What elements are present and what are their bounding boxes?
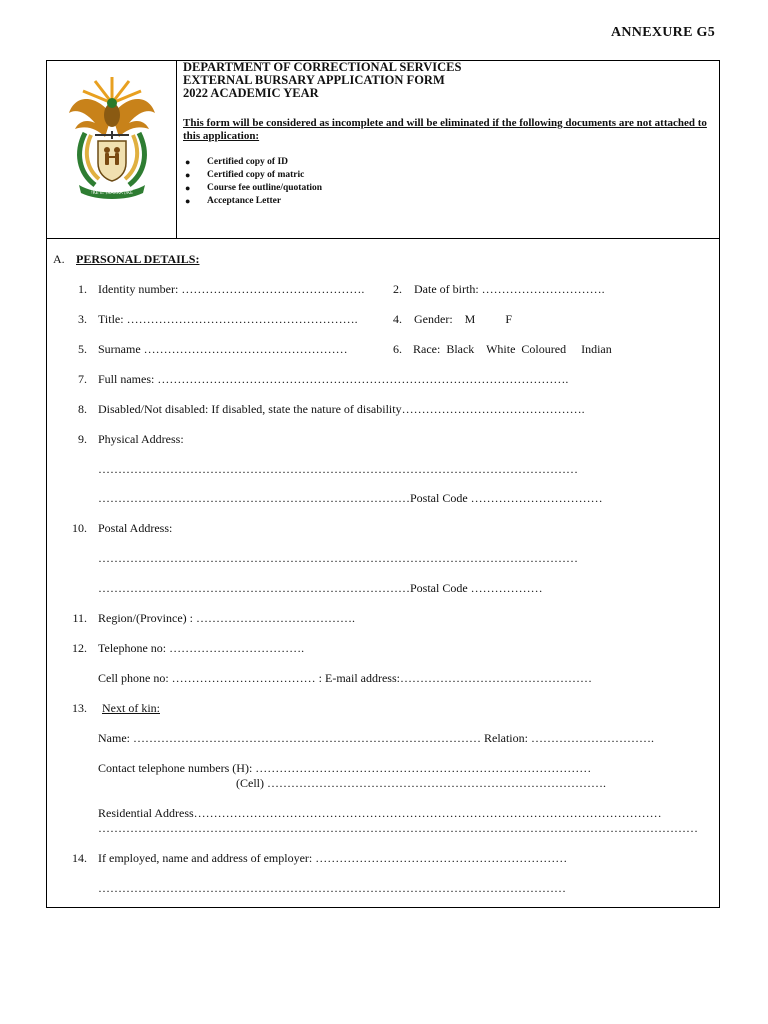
employer-field[interactable]: If employed, name and address of employer: ……………………………………………………… xyxy=(98,851,568,865)
kin-residential-address-line[interactable]: …………………………………………………………………………………………………………………………………… xyxy=(98,821,698,835)
postal-address-label: Postal Address: xyxy=(98,521,173,535)
field-number: 7. xyxy=(78,372,87,386)
physical-address-label: Physical Address: xyxy=(98,432,184,446)
list-item xyxy=(183,156,717,169)
gender-field[interactable]: Gender: M F xyxy=(414,312,512,326)
coat-of-arms-icon xyxy=(65,73,160,201)
cell-email-field[interactable]: Cell phone no: ……………………………… : E-mail address:………………………………………… xyxy=(98,671,592,685)
logo-cell xyxy=(47,61,177,238)
field-number: 8. xyxy=(78,402,87,416)
incomplete-warning: This form will be considered as incomplete and will be eliminated if the following documents are not attached to this application: xyxy=(183,117,707,142)
field-number: 5. xyxy=(78,342,87,356)
physical-address-line[interactable]: ………………………………………………………………………………………………………… xyxy=(98,462,578,476)
full-names-field[interactable]: Full names: …………………………………………………………………………………………. xyxy=(98,372,569,386)
field-number: 2. xyxy=(393,282,402,296)
header-text-block xyxy=(183,61,717,208)
required-documents-list xyxy=(183,156,717,208)
bullet-icon: ● xyxy=(185,196,191,206)
academic-year: 2022 ACADEMIC YEAR xyxy=(183,86,319,100)
race-field[interactable]: Race: Black White Coloured Indian xyxy=(413,342,612,356)
document-label: Course fee outline/quotation xyxy=(207,183,323,193)
kin-contact-cell-field[interactable]: (Cell) …………………………………………………………………………. xyxy=(236,776,606,790)
field-number: 9. xyxy=(78,432,87,446)
svg-text:!KE E: /XARRA //KE: !KE E: /XARRA //KE xyxy=(91,191,133,196)
kin-contact-home-field[interactable]: Contact telephone numbers (H): ………………………………………………………………………… xyxy=(98,761,592,775)
field-number: 1. xyxy=(78,282,87,296)
postal-address-postal-line[interactable]: ……………………………………………………………………Postal Code ……………… xyxy=(98,581,543,595)
region-field[interactable]: Region/(Province) : …………………………………. xyxy=(98,611,355,625)
form-header xyxy=(47,61,719,239)
field-number: 12. xyxy=(72,641,87,655)
document-label: Certified copy of matric xyxy=(207,170,305,180)
postal-address-line[interactable]: ………………………………………………………………………………………………………… xyxy=(98,551,578,565)
physical-address-postal-line[interactable]: ……………………………………………………………………Postal Code …………………………… xyxy=(98,491,603,505)
identity-number-field[interactable]: Identity number: ………………………………………. xyxy=(98,282,365,296)
document-label: Certified copy of ID xyxy=(207,157,288,167)
annexure-label: ANNEXURE G5 xyxy=(610,25,715,40)
field-number: 14. xyxy=(72,851,87,865)
document-label: Acceptance Letter xyxy=(207,196,282,206)
kin-name-relation-field[interactable]: Name: …………………………………………………………………………… Relation: …………………………. xyxy=(98,731,654,745)
bullet-icon: ● xyxy=(185,170,191,180)
list-item xyxy=(183,182,717,195)
title-field[interactable]: Title: …………………………………………………. xyxy=(98,312,358,326)
list-item xyxy=(183,169,717,182)
field-number: 6. xyxy=(393,342,402,356)
field-number: 4. xyxy=(393,312,402,326)
disability-field[interactable]: Disabled/Not disabled: If disabled, state the nature of disability………………………………………. xyxy=(98,402,585,416)
field-number: 13. xyxy=(72,701,87,715)
field-number: 10. xyxy=(72,521,87,535)
section-title: PERSONAL DETAILS: xyxy=(76,252,200,266)
application-form-frame xyxy=(46,60,720,908)
form-title: EXTERNAL BURSARY APPLICATION FORM xyxy=(183,73,445,87)
surname-field[interactable]: Surname …………………………………………… xyxy=(98,342,348,356)
field-number: 11. xyxy=(72,611,87,625)
bullet-icon: ● xyxy=(185,183,191,193)
bullet-icon: ● xyxy=(185,157,191,167)
employer-address-line[interactable]: ……………………………………………………………………………………………………… xyxy=(98,881,566,895)
list-item xyxy=(183,195,717,208)
date-of-birth-field[interactable]: Date of birth: …………………………. xyxy=(414,282,605,296)
kin-residential-address-field[interactable]: Residential Address……………………………………………………………………………………………………… xyxy=(98,806,662,820)
field-number: 3. xyxy=(78,312,87,326)
telephone-field[interactable]: Telephone no: ……………………………. xyxy=(98,641,305,655)
next-of-kin-heading: Next of kin: xyxy=(102,701,160,715)
section-letter: A. xyxy=(53,252,65,266)
department-title: DEPARTMENT OF CORRECTIONAL SERVICES xyxy=(183,60,462,74)
